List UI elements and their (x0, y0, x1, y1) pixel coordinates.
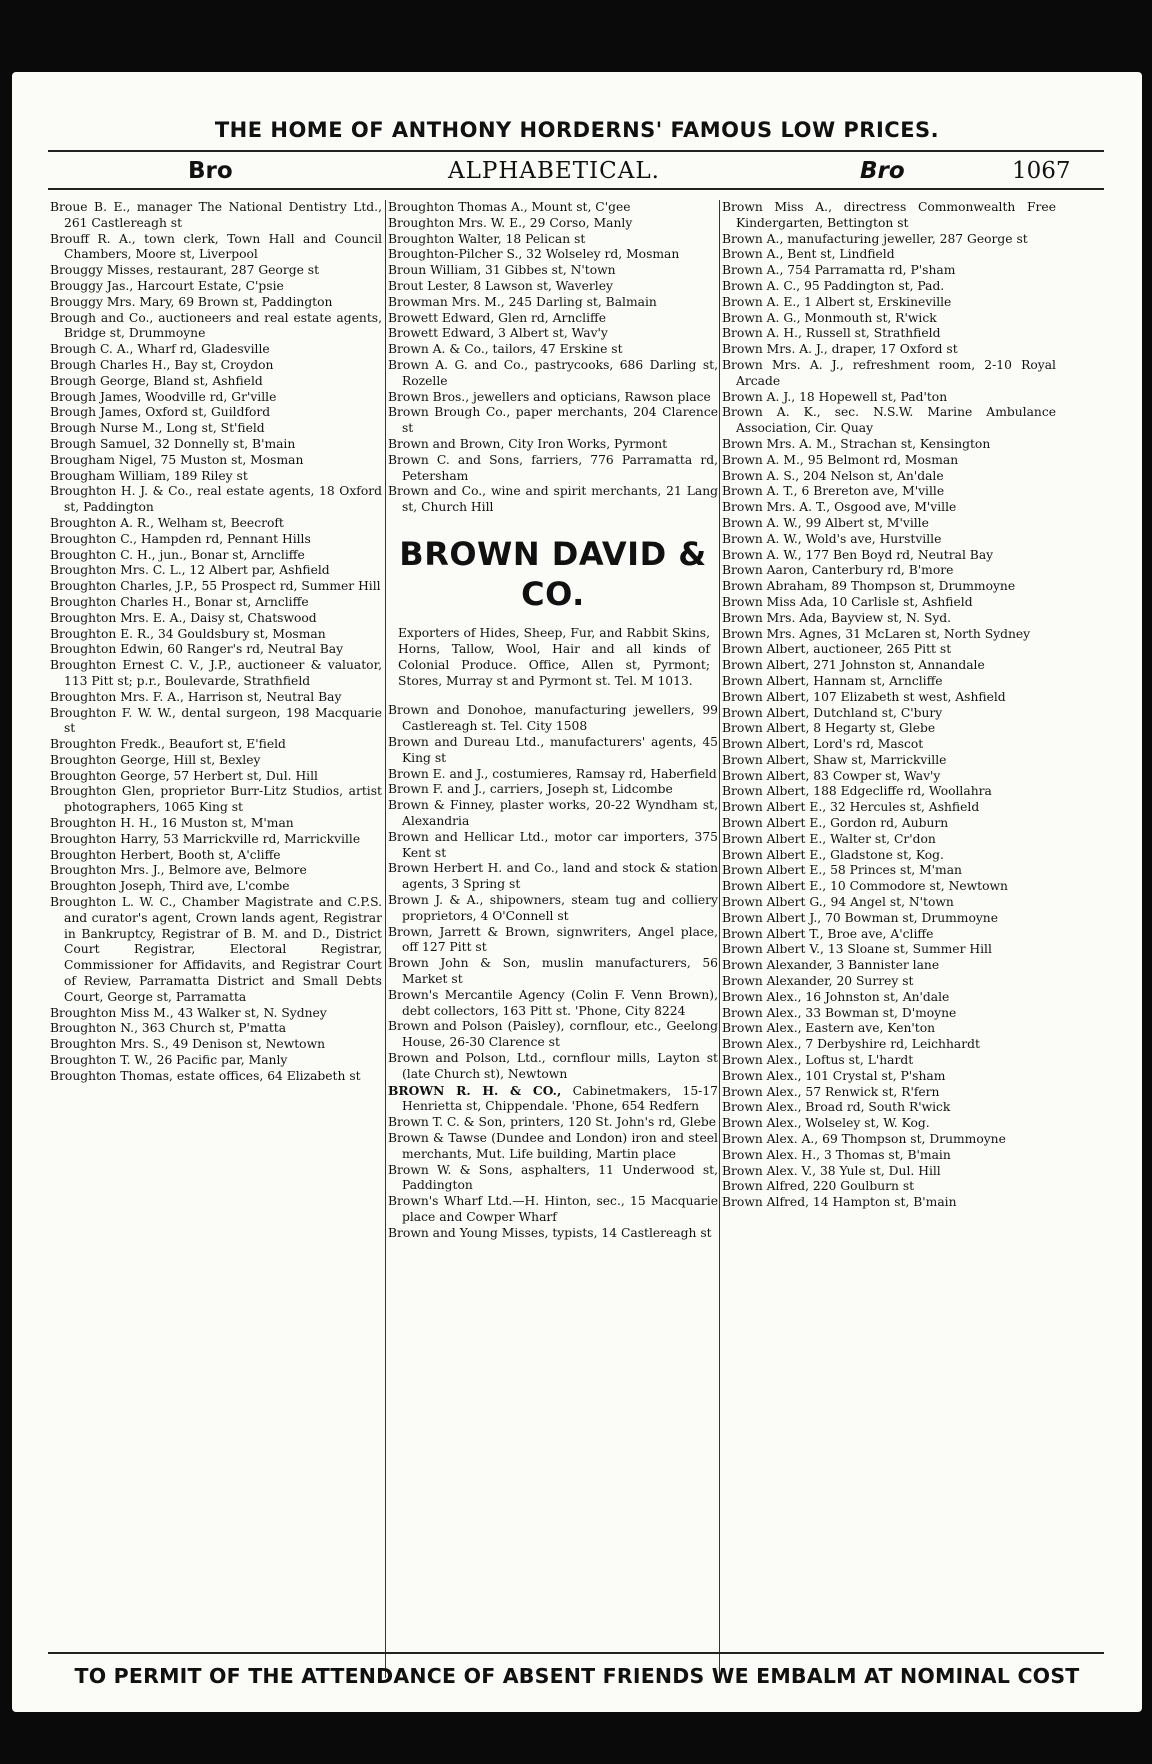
directory-entry: Brown, Jarrett & Brown, signwriters, Angel place, off 127 Pitt st (388, 924, 718, 955)
directory-entry: Brouggy Mrs. Mary, 69 Brown st, Paddington (50, 294, 333, 309)
column-divider (385, 200, 386, 1678)
directory-entry: Brown A. M., 95 Belmont rd, Mosman (722, 452, 959, 467)
directory-entry: Brough George, Bland st, Ashfield (50, 373, 263, 388)
directory-entry: Brown A. S., 204 Nelson st, An'dale (722, 468, 944, 483)
directory-entry: Brown T. C. & Son, printers, 120 St. John's rd, Glebe (388, 1115, 717, 1130)
directory-entry: Brown C. and Sons, farriers, 776 Parramatta rd, Petersham (388, 452, 718, 483)
directory-entry: Broughton Mrs. F. A., Harrison st, Neutral Bay (50, 689, 342, 704)
directory-entry: Brown Alex., Loftus st, L'hardt (722, 1053, 914, 1068)
directory-entry: Brown A. W., Wold's ave, Hurstville (722, 531, 942, 546)
directory-entry: Brown Mrs. Ada, Bayview st, N. Syd. (722, 610, 952, 625)
directory-entry: Broun William, 31 Gibbes st, N'town (388, 263, 616, 278)
directory-entry: Brown A. C., 95 Paddington st, Pad. (722, 278, 945, 293)
directory-entry: Broughton Harry, 53 Marrickville rd, Marrickville (50, 831, 361, 846)
directory-entry: Brown John & Son, muslin manufacturers, 56 Market st (388, 956, 718, 986)
directory-entry: Brown A. G., Monmouth st, R'wick (722, 310, 937, 325)
directory-entry: Brown Mrs. Agnes, 31 McLaren st, North Sydney (722, 626, 1031, 641)
directory-entry: Brown A. W., 99 Albert st, M'ville (722, 515, 929, 530)
directory-entry: Brown and Dureau Ltd., manufacturers' agents, 45 King st (388, 735, 718, 765)
firm-entry (388, 1083, 718, 1116)
directory-entry: Brown A. & Co., tailors, 47 Erskine st (388, 342, 623, 357)
column-divider (719, 200, 720, 1678)
top-banner: THE HOME OF ANTHONY HORDERNS' FAMOUS LOW PRICES. (214, 118, 940, 142)
directory-entry: Broughton F. W. W., dental surgeon, 198 Macquarie st (50, 705, 382, 736)
directory-entry: Brown Albert G., 94 Angel st, N'town (722, 895, 954, 910)
directory-entry: Brown F. and J., carriers, Joseph st, Lidcombe (388, 782, 673, 797)
directory-entry: Brown Mrs. A. J., refreshment room, 2-10 Royal Arcade (722, 357, 1056, 388)
directory-entry: Broue B. E., manager The National Dentistry Ltd., 261 Castlereagh st (50, 200, 382, 230)
directory-entry: Brown and Co., wine and spirit merchants, 21 Lang st, Church Hill (388, 484, 718, 515)
directory-entry: Brown Herbert H. and Co., land and stock & station agents, 3 Spring st (388, 861, 718, 892)
header-rule (48, 188, 1104, 190)
directory-entry: Brown & Finney, plaster works, 20-22 Wyndham st, Alexandria (388, 798, 718, 828)
directory-entry: Broughton Mrs. W. E., 29 Corso, Manly (388, 215, 633, 230)
directory-entry: Broughton L. W. C., Chamber Magistrate and C.P.S. and curator's agent, Crown lands agent, Registrar in Bankruptcy, Registrar of B. M. and D., District Court Registrar, Electoral Registrar, Commissioner for Affidavits, and Registrar Court of Review, Parramatta District and Small Debts Court, George st, Parramatta (50, 895, 382, 1004)
directory-entry: Brown Albert E., Gordon rd, Auburn (722, 816, 949, 831)
advert-title: BROWN DAVID & CO. (399, 534, 707, 613)
directory-entry: Broughton Thomas A., Mount st, C'gee (388, 200, 631, 214)
directory-entry: Broughton Glen, proprietor Burr-Litz Studios, artist photographers, 1065 King st (50, 784, 382, 815)
directory-entry: Brown Alex. H., 3 Thomas st, B'main (722, 1147, 951, 1162)
directory-entry: Brown Alexander, 20 Surrey st (722, 974, 914, 989)
directory-entry: Brown and Young Misses, typists, 14 Castlereagh st (388, 1225, 712, 1240)
directory-entry: Brougham William, 189 Riley st (50, 468, 248, 483)
directory-entry: Brown A., 754 Parramatta rd, P'sham (722, 263, 956, 278)
directory-entry: Brough C. A., Wharf rd, Gladesville (50, 342, 270, 357)
directory-entry: Brown's Mercantile Agency (Colin F. Venn Brown), debt collectors, 163 Pitt st. 'Phone, City 8224 (388, 987, 718, 1018)
directory-entry: Brown Albert T., Broe ave, A'cliffe (722, 926, 934, 941)
directory-entry: Brouff R. A., town clerk, Town Hall and Council Chambers, Moore st, Liverpool (50, 231, 382, 262)
directory-page (12, 72, 1142, 1712)
directory-entry: Brown Albert E., 58 Princes st, M'man (722, 863, 962, 878)
directory-entry: Broughton H. H., 16 Muston st, M'man (50, 816, 294, 831)
column-3 (722, 200, 1056, 1690)
directory-entry: Brown Alex. V., 38 Yule st, Dul. Hill (722, 1163, 941, 1178)
directory-entry: Broughton-Pilcher S., 32 Wolseley rd, Mosman (388, 247, 680, 262)
directory-entry: Broughton Mrs. C. L., 12 Albert par, Ashfield (50, 563, 330, 578)
directory-entry: Brown's Wharf Ltd.—H. Hinton, sec., 15 Macquarie place and Cowper Wharf (388, 1194, 718, 1224)
directory-entry: Brown J. & A., shipowners, steam tug and colliery proprietors, 4 O'Connell st (388, 892, 718, 923)
directory-entry: Brouggy Jas., Harcourt Estate, C'psie (50, 278, 284, 293)
page-number: 1067 (1012, 158, 1071, 184)
directory-entry: Brown A. H., Russell st, Strathfield (722, 326, 941, 341)
directory-entry: Brown Albert E., Gladstone st, Kog. (722, 847, 944, 862)
directory-entry: Brown & Tawse (Dundee and London) iron and steel merchants, Mut. Life building, Martin place (388, 1130, 718, 1161)
directory-entry: Broughton Walter, 18 Pelican st (388, 231, 586, 246)
directory-entry: Broughton N., 363 Church st, P'matta (50, 1021, 287, 1036)
directory-entry: Brough James, Oxford st, Guildford (50, 405, 271, 420)
directory-entry: Brown Alexander, 3 Bannister lane (722, 958, 940, 973)
directory-entry: Brown Alex., Wolseley st, W. Kog. (722, 1116, 930, 1131)
directory-entry: Brown and Donohoe, manufacturing jewellers, 99 Castlereagh st. Tel. City 1508 (388, 703, 718, 734)
directory-entry: Brown Alex. A., 69 Thompson st, Drummoyne (722, 1132, 1006, 1147)
directory-entry: Broughton Mrs. S., 49 Denison st, Newtown (50, 1037, 326, 1052)
directory-entry: Brown Miss A., directress Commonwealth Free Kindergarten, Bettington st (722, 200, 1056, 230)
directory-entry: Brown A. T., 6 Brereton ave, M'ville (722, 484, 945, 499)
directory-entry: Brown Albert E., Walter st, Cr'don (722, 831, 936, 846)
directory-entry: Brown A., Bent st, Lindfield (722, 247, 895, 262)
directory-entry: Brown and Polson, Ltd., cornflour mills, Layton st (late Church st), Newtown (388, 1050, 718, 1081)
directory-entry: Brout Lester, 8 Lawson st, Waverley (388, 278, 613, 293)
advert-body: Exporters of Hides, Sheep, Fur, and Rabbit Skins, Horns, Tallow, Wool, Hair and all kinds of Colonial Produce. Office, Allen st, Pyrmont; Stores, Murray st and Pyrmont st. Tel. M 1013. (398, 626, 710, 688)
directory-entry: Browman Mrs. M., 245 Darling st, Balmain (388, 294, 657, 309)
directory-entry: Brown Albert, Shaw st, Marrickville (722, 752, 947, 767)
directory-entry: Broughton Joseph, Third ave, L'combe (50, 879, 290, 894)
right-guide-word: Bro (860, 158, 905, 184)
bottom-rule (48, 1652, 1104, 1654)
directory-entry: Brown Albert J., 70 Bowman st, Drummoyne (722, 910, 999, 925)
directory-entry: Brown Alex., 7 Derbyshire rd, Leichhardt (722, 1037, 980, 1052)
directory-entry: Brown E. and J., costumieres, Ramsay rd, Haberfield (388, 766, 717, 781)
directory-entry: Broughton H. J. & Co., real estate agents, 18 Oxford st, Paddington (50, 484, 382, 515)
directory-entry: Broughton A. R., Welham st, Beecroft (50, 515, 284, 530)
directory-entry: Broughton Mrs. E. A., Daisy st, Chatswood (50, 610, 317, 625)
directory-entry: Brown Bros., jewellers and opticians, Rawson place (388, 389, 711, 404)
directory-entry: Brown Alfred, 220 Goulburn st (722, 1179, 915, 1194)
directory-entry: Brown Mrs. A. J., draper, 17 Oxford st (722, 342, 958, 357)
directory-entry: Broughton C., Hampden rd, Pennant Hills (50, 531, 311, 546)
directory-entry: Brown and Hellicar Ltd., motor car importers, 375 Kent st (388, 829, 718, 860)
directory-entry: Brown Albert, 271 Johnston st, Annandale (722, 658, 985, 673)
directory-entry: Brown Alex., 101 Crystal st, P'sham (722, 1068, 946, 1083)
directory-entry: Brown A. J., 18 Hopewell st, Pad'ton (722, 389, 948, 404)
directory-entry: Broughton Charles, J.P., 55 Prospect rd, Summer Hill (50, 579, 381, 594)
directory-entry: Brown Brough Co., paper merchants, 204 Clarence st (388, 405, 718, 436)
directory-entry: Brown Albert E., 32 Hercules st, Ashfield (722, 800, 980, 815)
directory-entry: Broughton T. W., 26 Pacific par, Manly (50, 1053, 288, 1068)
directory-entry: Broughton Herbert, Booth st, A'cliffe (50, 847, 281, 862)
directory-entry: Brown Alfred, 14 Hampton st, B'main (722, 1195, 957, 1210)
directory-entry: Broughton Charles H., Bonar st, Arncliffe (50, 594, 309, 609)
directory-entry: Brougham Nigel, 75 Muston st, Mosman (50, 452, 304, 467)
directory-entry: Brown Albert, 83 Cowper st, Wav'y (722, 768, 941, 783)
directory-entry: Broughton George, 57 Herbert st, Dul. Hill (50, 768, 318, 783)
directory-entry: Brown A. E., 1 Albert st, Erskineville (722, 294, 952, 309)
directory-entry: Brough Samuel, 32 Donnelly st, B'main (50, 436, 296, 451)
directory-entry: Broughton Thomas, estate offices, 64 Elizabeth st (50, 1068, 361, 1083)
column-2 (388, 200, 718, 1690)
directory-entry: Brough Nurse M., Long st, St'field (50, 421, 265, 436)
directory-entry: Brough and Co., auctioneers and real estate agents, Bridge st, Drummoyne (50, 310, 382, 341)
directory-entry: Broughton George, Hill st, Bexley (50, 752, 261, 767)
directory-entry: Brown and Polson (Paisley), cornflour, etc., Geelong House, 26-30 Clarence st (388, 1019, 718, 1050)
directory-entry: Brown A. G. and Co., pastrycooks, 686 Darling st, Rozelle (388, 357, 718, 388)
directory-entry: Brown Albert, 188 Edgecliffe rd, Woollahra (722, 784, 992, 799)
directory-entry: Brouggy Misses, restaurant, 287 George st (50, 263, 320, 278)
firm-name: BROWN R. H. & CO., (388, 1082, 562, 1098)
directory-entry: Brough Charles H., Bay st, Croydon (50, 357, 274, 372)
directory-entry: Brown A. W., 177 Ben Boyd rd, Neutral Bay (722, 547, 994, 562)
directory-entry: Brown Alex., Eastern ave, Ken'ton (722, 1021, 936, 1036)
directory-entry: Brown Alex., 33 Bowman st, D'moyne (722, 1005, 957, 1020)
directory-entry: Brown and Brown, City Iron Works, Pyrmont (388, 436, 668, 451)
directory-entry: Broughton Fredk., Beaufort st, E'field (50, 737, 286, 752)
directory-entry: Brown Miss Ada, 10 Carlisle st, Ashfield (722, 594, 973, 609)
directory-entry: Brown Mrs. A. M., Strachan st, Kensington (722, 436, 991, 451)
directory-entry: Brown Albert, 8 Hegarty st, Glebe (722, 721, 936, 736)
directory-entry: Brown Albert, 107 Elizabeth st west, Ashfield (722, 689, 1006, 704)
top-rule (48, 150, 1104, 152)
directory-entry: Broughton Mrs. J., Belmore ave, Belmore (50, 863, 307, 878)
directory-entry: Brown A., manufacturing jeweller, 287 George st (722, 231, 1028, 246)
directory-entry: Broughton E. R., 34 Gouldsbury st, Mosman (50, 626, 326, 641)
directory-entry: Brown Alex., 16 Johnston st, An'dale (722, 989, 950, 1004)
section-title: ALPHABETICAL. (448, 158, 660, 184)
directory-entry: Brown Albert V., 13 Sloane st, Summer Hill (722, 942, 992, 957)
directory-entry: Browett Edward, 3 Albert st, Wav'y (388, 326, 608, 341)
left-guide-word: Bro (188, 158, 233, 184)
directory-entry: Brown Mrs. A. T., Osgood ave, M'ville (722, 500, 957, 515)
directory-entry: Brown A. K., sec. N.S.W. Marine Ambulance Association, Cir. Quay (722, 405, 1056, 436)
directory-entry: Browett Edward, Glen rd, Arncliffe (388, 310, 607, 325)
directory-entry: Brown W. & Sons, asphalters, 11 Underwood st, Paddington (388, 1162, 718, 1193)
bottom-banner: TO PERMIT OF THE ATTENDANCE OF ABSENT FRIENDS WE EMBALM AT NOMINAL COST (74, 1664, 1080, 1688)
directory-entry: Brown Albert, auctioneer, 265 Pitt st (722, 642, 952, 657)
directory-entry: Brown Abraham, 89 Thompson st, Drummoyne (722, 579, 1016, 594)
directory-entry: Brown Albert, Dutchland st, C'bury (722, 705, 943, 720)
directory-entry: Brown Albert, Lord's rd, Mascot (722, 737, 924, 752)
directory-entry: Brown Albert, Hannam st, Arncliffe (722, 673, 943, 688)
directory-entry: Broughton Edwin, 60 Ranger's rd, Neutral Bay (50, 642, 344, 657)
directory-entry: Brown Alex., 57 Renwick st, R'fern (722, 1084, 940, 1099)
directory-entry: Broughton Ernest C. V., J.P., auctioneer & valuator, 113 Pitt st; p.r., Boulevarde, Strathfield (50, 658, 382, 688)
directory-entry: Brown Albert E., 10 Commodore st, Newtown (722, 879, 1008, 894)
directory-entry: Broughton Miss M., 43 Walker st, N. Sydney (50, 1005, 327, 1020)
directory-entry: Brown Alex., Broad rd, South R'wick (722, 1100, 951, 1115)
directory-entry: Brough James, Woodville rd, Gr'ville (50, 389, 277, 404)
column-1 (50, 200, 382, 1690)
firm-details: Cabinetmakers, 15-17 Henrietta st, Chippendale. 'Phone, 654 Redfern (402, 1083, 718, 1114)
directory-entry: Brown Aaron, Canterbury rd, B'more (722, 563, 954, 578)
directory-entry: Broughton C. H., jun., Bonar st, Arncliffe (50, 547, 305, 562)
